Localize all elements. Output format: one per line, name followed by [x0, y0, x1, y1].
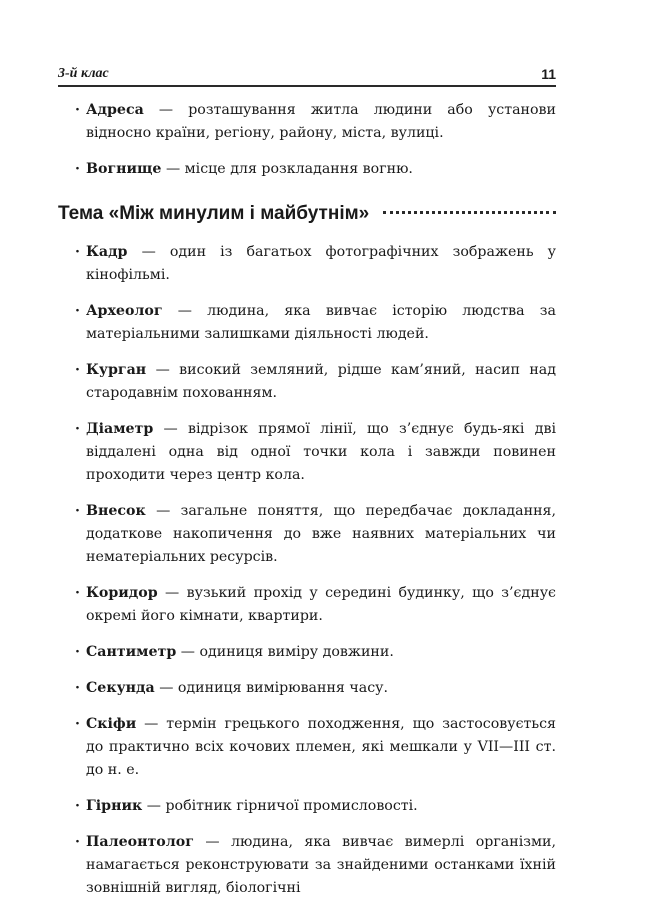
glossary-entry [58, 677, 556, 700]
glossary-term: Внесок [86, 503, 146, 519]
running-head [58, 62, 556, 87]
glossary-entry [58, 500, 556, 569]
glossary-entry [58, 582, 556, 628]
glossary-term: Вогнище [86, 161, 162, 177]
glossary-list [58, 241, 556, 900]
glossary-definition: — вузький прохід у середині будинку, що з’єднує окремі його кімнати, квартири. [86, 585, 556, 624]
page [58, 62, 556, 913]
glossary-entry [58, 158, 556, 181]
glossary-definition: — один із багатьох фотографічних зображень у кінофільмі. [86, 244, 556, 283]
glossary-term: Скіфи [86, 716, 137, 732]
glossary-term: Сантиметр [86, 644, 177, 660]
glossary-definition: — робітник гірничої промисловості. [142, 798, 418, 814]
bullet-dot-icon: · [75, 161, 80, 177]
bullet-dot-icon: · [75, 798, 80, 814]
glossary-definition: — людина, яка вивчає вимерлі організми, намагається реконструювати за знайденими останками їхній зовнішній вигляд, біологічні [86, 834, 556, 896]
bullet-dot-icon: · [75, 102, 80, 118]
bullet-dot-icon: · [75, 503, 80, 519]
glossary-definition: — відрізок прямої лінії, що з’єднує будь-які дві віддалені одна від одної точки кола і завжди повинен проходити через центр кола. [86, 421, 556, 483]
bullet-dot-icon: · [75, 421, 80, 437]
glossary-definition: — людина, яка вивчає історію людства за матеріальними залишками діяльності людей. [86, 303, 556, 342]
running-head-grade: 3-й клас [58, 66, 109, 81]
glossary-definition: — високий земляний, рідше кам’яний, насип над стародавнім похованням. [86, 362, 556, 401]
glossary-definition: — місце для розкладання вогню. [161, 161, 413, 177]
section-heading [58, 203, 556, 225]
glossary-term: Коридор [86, 585, 158, 601]
glossary-entry [58, 99, 556, 145]
glossary-list-top [58, 99, 556, 181]
glossary-definition: — термін грецького походження, що застосовується до практично всіх кочових племен, які мешкали у VII—III ст. до н. е. [86, 716, 556, 778]
glossary-term: Кадр [86, 244, 128, 260]
bullet-dot-icon: · [75, 303, 80, 319]
glossary-definition: — загальне поняття, що передбачає докладання, додаткове накопичення до вже наявних матеріальних чи нематеріальних ресурсів. [86, 503, 556, 565]
glossary-definition: — одиниця вимірювання часу. [154, 680, 389, 696]
glossary-definition: — розташування житла людини або установи відносно країни, регіону, району, міста, вулиці. [86, 102, 556, 141]
glossary-entry [58, 241, 556, 287]
glossary-entry [58, 359, 556, 405]
glossary-term: Секунда [86, 680, 155, 696]
glossary-entry [58, 300, 556, 346]
glossary-term: Гірник [86, 798, 143, 814]
glossary-definition: — одиниця виміру довжини. [176, 644, 394, 660]
glossary-term: Адреса [86, 102, 144, 118]
bullet-dot-icon: · [75, 244, 80, 260]
glossary-term: Курган [86, 362, 147, 378]
bullet-dot-icon: · [75, 680, 80, 696]
glossary-entry [58, 795, 556, 818]
bullet-dot-icon: · [75, 644, 80, 660]
glossary-entry [58, 831, 556, 900]
glossary-entry [58, 641, 556, 664]
section-title: Тема «Між минулим і майбутнім» [58, 203, 370, 224]
glossary-term: Археолог [86, 303, 163, 319]
bullet-dot-icon: · [75, 585, 80, 601]
bullet-dot-icon: · [75, 834, 80, 850]
dotted-leader [383, 211, 556, 214]
bullet-dot-icon: · [75, 362, 80, 378]
page-number: 11 [541, 66, 556, 82]
glossary-term: Палеонтолог [86, 834, 194, 850]
glossary-term: Діаметр [86, 421, 154, 437]
bullet-dot-icon: · [75, 716, 80, 732]
glossary-entry [58, 418, 556, 487]
glossary-entry [58, 713, 556, 782]
